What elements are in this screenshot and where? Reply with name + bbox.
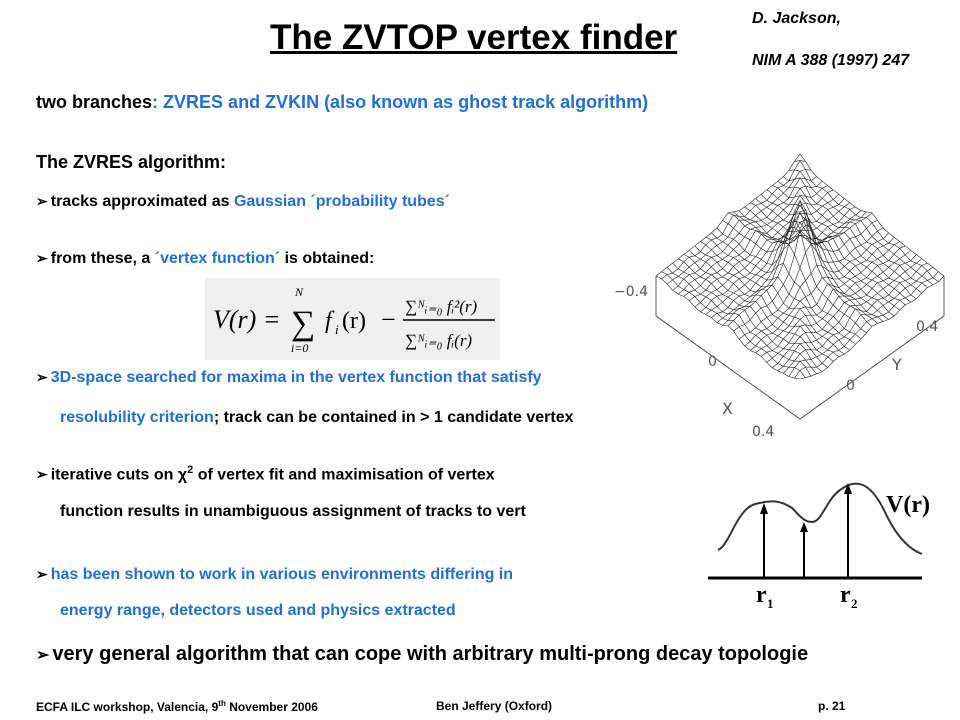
vertex-function-profile-plot	[700, 470, 955, 620]
chi-symbol: χ	[177, 466, 188, 484]
footer-workshop	[36, 699, 318, 714]
surface-label-zero-left: 0	[708, 354, 717, 370]
profile-label-r1: r	[756, 582, 767, 608]
bullet3-rest: ; track can be contained in > 1 candidate vertex	[213, 409, 574, 426]
profile-label-r2: r	[840, 582, 851, 608]
branches-text: ZVRES and ZVKIN (also known as ghost track algorithm)	[163, 92, 649, 112]
formula-sum-bottom: i=0	[291, 341, 309, 355]
surface-label-zero-right: 0	[846, 378, 855, 394]
bullet-general-algorithm	[36, 643, 808, 666]
bullet-tracks	[36, 193, 450, 211]
bullet-vertex-function	[36, 250, 374, 268]
footer-page-number: p. 21	[818, 699, 846, 713]
surface-label-bottom: 0.4	[752, 424, 775, 440]
formula-lhs: V(r) =	[213, 305, 281, 334]
formula-frac-num: ∑ᴺᵢ₌₀ fᵢ²(r)	[405, 297, 478, 316]
formula-minus: −	[381, 305, 396, 334]
profile-label-r2-sub: 2	[851, 596, 858, 611]
reference-author: D. Jackson,	[752, 10, 841, 27]
vertex-function-surface-plot	[610, 118, 955, 443]
arrowhead-r1-icon	[760, 503, 768, 514]
bullet4-text-b: of vertex fit and maximisation of vertex	[197, 466, 495, 484]
section-heading: The ZVRES algorithm:	[36, 152, 227, 172]
sum-symbol-icon: ∑	[291, 305, 316, 342]
arrow-bullet-icon: ➢	[36, 193, 48, 209]
bullet1-highlight: Gaussian ´probability tubes´	[233, 193, 450, 210]
surface-mesh	[656, 154, 944, 419]
chi-superscript: 2	[187, 464, 194, 476]
branches-line	[36, 92, 648, 113]
bullet3-line1: 3D-space searched for maxima in the vertex function that satisfy	[50, 369, 542, 386]
footer-left-sup: th	[218, 699, 226, 708]
bullet5-line2: energy range, detectors used and physics extracted	[60, 602, 456, 619]
profile-label-r1-sub: 1	[767, 596, 774, 611]
bullet2-highlight: ´vertex function´	[154, 250, 281, 267]
surface-label-x: X	[722, 399, 733, 418]
formula-frac-den: ∑ᴺᵢ₌₀ fᵢ(r)	[405, 331, 473, 350]
bullet-3d-space-line2	[60, 409, 574, 427]
bullet6-text: very general algorithm that can cope with arbitrary multi-prong decay topologie	[52, 643, 809, 665]
formula-term-sub: i	[335, 322, 339, 337]
arrow-bullet-icon: ➢	[36, 466, 48, 483]
bullet1-text: tracks approximated as	[50, 193, 230, 210]
bullet-3d-space	[36, 369, 542, 387]
arrowhead-mid-icon	[800, 522, 808, 532]
surface-label-y: Y	[892, 355, 902, 374]
surface-label-neg: −0.4	[614, 284, 648, 300]
branches-colon: :	[152, 92, 159, 112]
footer-left: ECFA ILC workshop, Valencia, 9	[36, 700, 219, 714]
arrow-bullet-icon: ➢	[36, 647, 50, 664]
vertex-function-formula	[205, 278, 500, 360]
arrow-bullet-icon: ➢	[36, 566, 48, 582]
arrow-bullet-icon: ➢	[36, 250, 48, 266]
bullet-iterative-cuts	[36, 464, 495, 484]
formula-term-arg: (r)	[342, 308, 366, 334]
bullet-environments	[36, 566, 513, 584]
bullet3-criterion: resolubility criterion	[60, 409, 214, 426]
bullet2-text-c: is obtained:	[284, 250, 375, 267]
surface-label-right: 0.4	[916, 319, 939, 335]
bullet5-line1: has been shown to work in various environments differing in	[50, 566, 514, 583]
slide-title: The ZVTOP vertex finder	[270, 18, 678, 57]
profile-label-v: V(r)	[886, 492, 930, 518]
formula-term: f	[325, 308, 332, 334]
bullet2-text-a: from these, a	[50, 250, 151, 267]
bullet4-text-a: iterative cuts on	[50, 466, 174, 484]
bullet4-line2: function results in unambiguous assignment of tracks to vert	[60, 503, 526, 520]
formula-sum-top: N	[295, 285, 304, 299]
branches-prefix: two branches	[36, 92, 153, 112]
reference-citation: NIM A 388 (1997) 247	[752, 52, 910, 69]
footer-left-end: November 2006	[229, 700, 318, 714]
footer-author: Ben Jeffery (Oxford)	[436, 699, 553, 713]
arrow-bullet-icon: ➢	[36, 369, 48, 385]
